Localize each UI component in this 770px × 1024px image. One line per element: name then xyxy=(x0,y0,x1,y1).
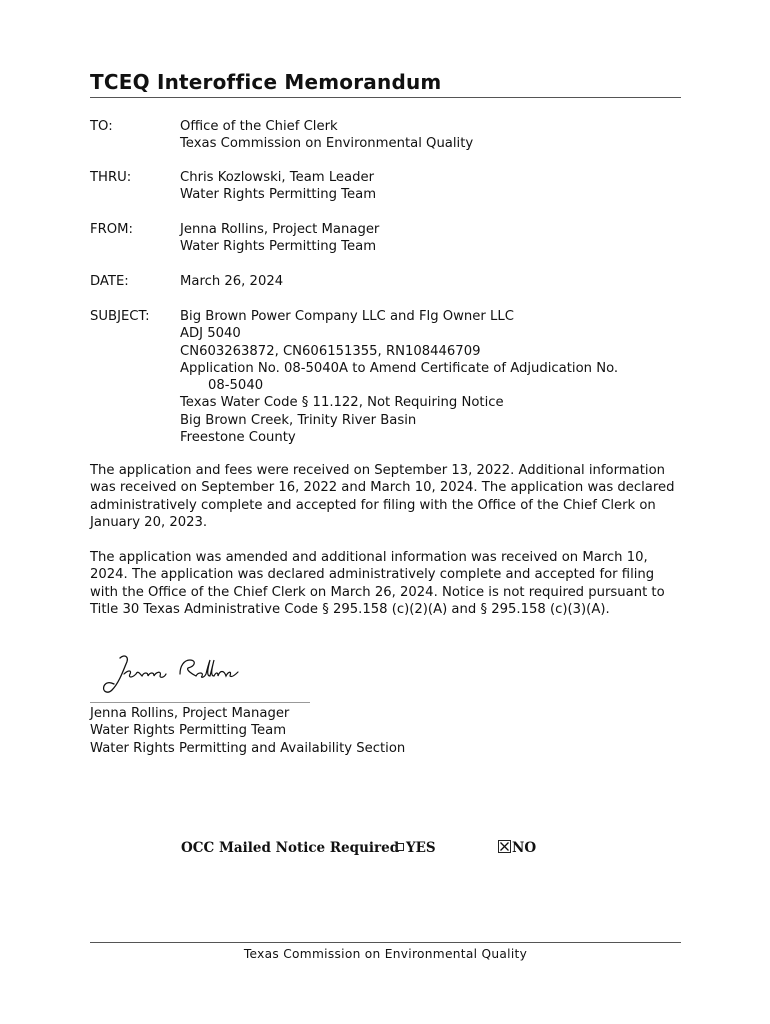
thru-line: Water Rights Permitting Team xyxy=(180,187,377,203)
date-line: March 26, 2024 xyxy=(180,274,284,289)
occ-no-label: NO xyxy=(512,840,537,856)
subject-line: Big Brown Creek, Trinity River Basin xyxy=(180,412,417,428)
occ-yes-option[interactable] xyxy=(396,840,436,856)
thru-line: Chris Kozlowski, Team Leader xyxy=(180,170,375,185)
to-label: TO: xyxy=(90,119,113,134)
subject-line: Freestone County xyxy=(180,430,296,446)
to-line: Office of the Chief Clerk xyxy=(180,119,338,134)
thru-value xyxy=(180,169,690,204)
occ-no-option[interactable] xyxy=(498,840,536,856)
subject-line: CN603263872, CN606151355, RN108446709 xyxy=(180,343,481,359)
subject-line: Application No. 08-5040A to Amend Certificate of Adjudication No. xyxy=(180,360,619,376)
subject-line: ADJ 5040 xyxy=(180,326,241,342)
from-label: FROM: xyxy=(90,222,133,237)
signature-line-text: Water Rights Permitting and Availability Section xyxy=(90,740,406,756)
memo-title: TCEQ Interoffice Memorandum xyxy=(90,70,442,94)
from-line: Jenna Rollins, Project Manager xyxy=(180,222,380,237)
subject-line: Texas Water Code § 11.122, Not Requiring Notice xyxy=(180,395,504,411)
from-value xyxy=(180,221,690,256)
to-value xyxy=(180,118,690,153)
date-label: DATE: xyxy=(90,274,129,289)
signature-line-text: Jenna Rollins, Project Manager xyxy=(90,706,290,721)
page-footer: Texas Commission on Environmental Quality xyxy=(243,947,528,961)
thru-label: THRU: xyxy=(90,170,132,185)
date-value xyxy=(180,273,690,290)
subject-line: 08-5040 xyxy=(208,378,264,394)
subject-value xyxy=(180,308,690,446)
signature-line xyxy=(90,702,310,703)
unchecked-box-icon[interactable] xyxy=(396,843,404,851)
body-paragraph-2: The application was amended and additional information was received on March 10, 2024. The application was declared administratively complete and accepted for filing with the Office of the Chief Clerk on March 26, 2024. Notice is not required pursuant to Title 30 Texas Administrative Code § 295.158 (c)(2)(A) and § 295.158 (c)(3)(A). xyxy=(90,550,665,618)
footer-rule xyxy=(90,942,681,943)
signature-line-text: Water Rights Permitting Team xyxy=(90,723,287,739)
subject-label: SUBJECT: xyxy=(90,309,150,324)
occ-notice-label: OCC Mailed Notice Required xyxy=(181,840,400,856)
subject-line: Big Brown Power Company LLC and Flg Owner LLC xyxy=(180,309,514,324)
signature-image xyxy=(100,652,250,696)
to-line: Texas Commission on Environmental Quality xyxy=(180,136,474,152)
from-line: Water Rights Permitting Team xyxy=(180,239,377,255)
occ-yes-label: YES xyxy=(406,840,436,856)
checked-box-icon[interactable] xyxy=(498,840,511,853)
title-rule xyxy=(90,97,681,98)
body-paragraph-1: The application and fees were received on September 13, 2022. Additional information was received on September 16, 2022 and March 10, 2024. The application was declared administratively complete and accepted for filing with the Office of the Chief Clerk on January 20, 2023. xyxy=(90,463,675,531)
signature-block xyxy=(90,705,405,757)
